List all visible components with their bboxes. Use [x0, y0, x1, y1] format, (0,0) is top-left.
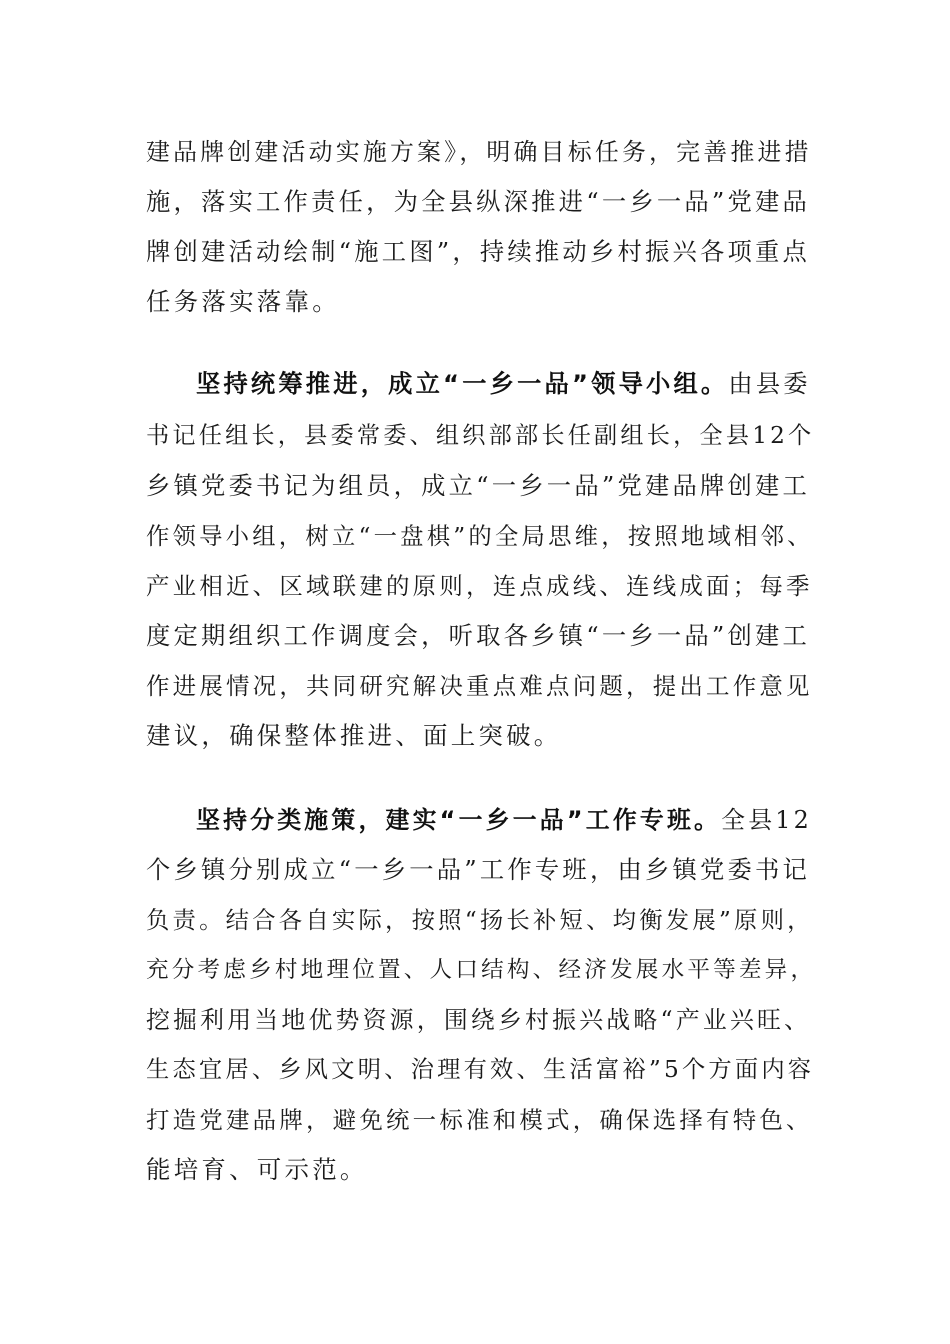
- paragraph-3-line-7: 打造党建品牌，避免统一标准和模式，确保选择有特色、: [146, 1106, 813, 1134]
- paragraph-2-line-8: 建议，确保整体推进、面上突破。: [146, 721, 562, 750]
- paragraph-1-line-2: 施，落实工作责任，为全县纵深推进“一乡一品”党建品: [146, 187, 811, 216]
- paragraph-2-line-4: 作领导小组，树立“一盘棋”的全局思维，按照地域相邻、: [146, 522, 814, 550]
- paragraph-2-line-7: 作进展情况，共同研究解决重点难点问题，提出工作意见: [146, 672, 813, 700]
- paragraph-2-line-5: 产业相近、区域联建的原则，连点成线、连线成面；每季: [146, 572, 813, 600]
- paragraph-3-line-2: 个乡镇分别成立“一乡一品”工作专班，由乡镇党委书记: [146, 855, 811, 884]
- paragraph-3-line-5: 挖掘利用当地优势资源，围绕乡村振兴战略“产业兴旺、: [146, 1006, 812, 1034]
- paragraph-3-first-line: [196, 805, 812, 835]
- paragraph-3-heading: 坚持分类施策，建实“一乡一品”工作专班。: [196, 806, 722, 834]
- paragraph-2-heading: 坚持统筹推进，成立“一乡一品”领导小组。: [196, 369, 729, 398]
- paragraph-3-line-4: 充分考虑乡村地理位置、人口结构、经济发展水平等差异，: [146, 957, 817, 983]
- paragraph-3-first-line-rest: 全县12: [721, 806, 813, 834]
- paragraph-2-line-6: 度定期组织工作调度会，听取各乡镇“一乡一品”创建工: [146, 621, 811, 650]
- paragraph-3-line-3: 负责。结合各自实际，按照“扬长补短、均衡发展”原则，: [146, 906, 814, 934]
- paragraph-2-line-2: 书记任组长，县委常委、组织部部长任副组长，全县12个: [146, 422, 815, 449]
- paragraph-1-line-4: 任务落实落靠。: [146, 287, 340, 316]
- paragraph-1-line-3: 牌创建活动绘制“施工图”，持续推动乡村振兴各项重点: [146, 237, 811, 266]
- paragraph-3-line-8: 能培育、可示范。: [146, 1155, 368, 1184]
- paragraph-2-first-line-rest: 由县委: [728, 369, 811, 398]
- paragraph-2-line-3: 乡镇党委书记为组员，成立“一乡一品”党建品牌创建工: [146, 471, 811, 500]
- paragraph-1-line-1: 建品牌创建活动实施方案》，明确目标任务，完善推进措: [146, 138, 812, 166]
- paragraph-3-line-6: 生态宜居、乡风文明、治理有效、生活富裕”5个方面内容: [146, 1056, 815, 1083]
- paragraph-2-first-line: [196, 369, 811, 399]
